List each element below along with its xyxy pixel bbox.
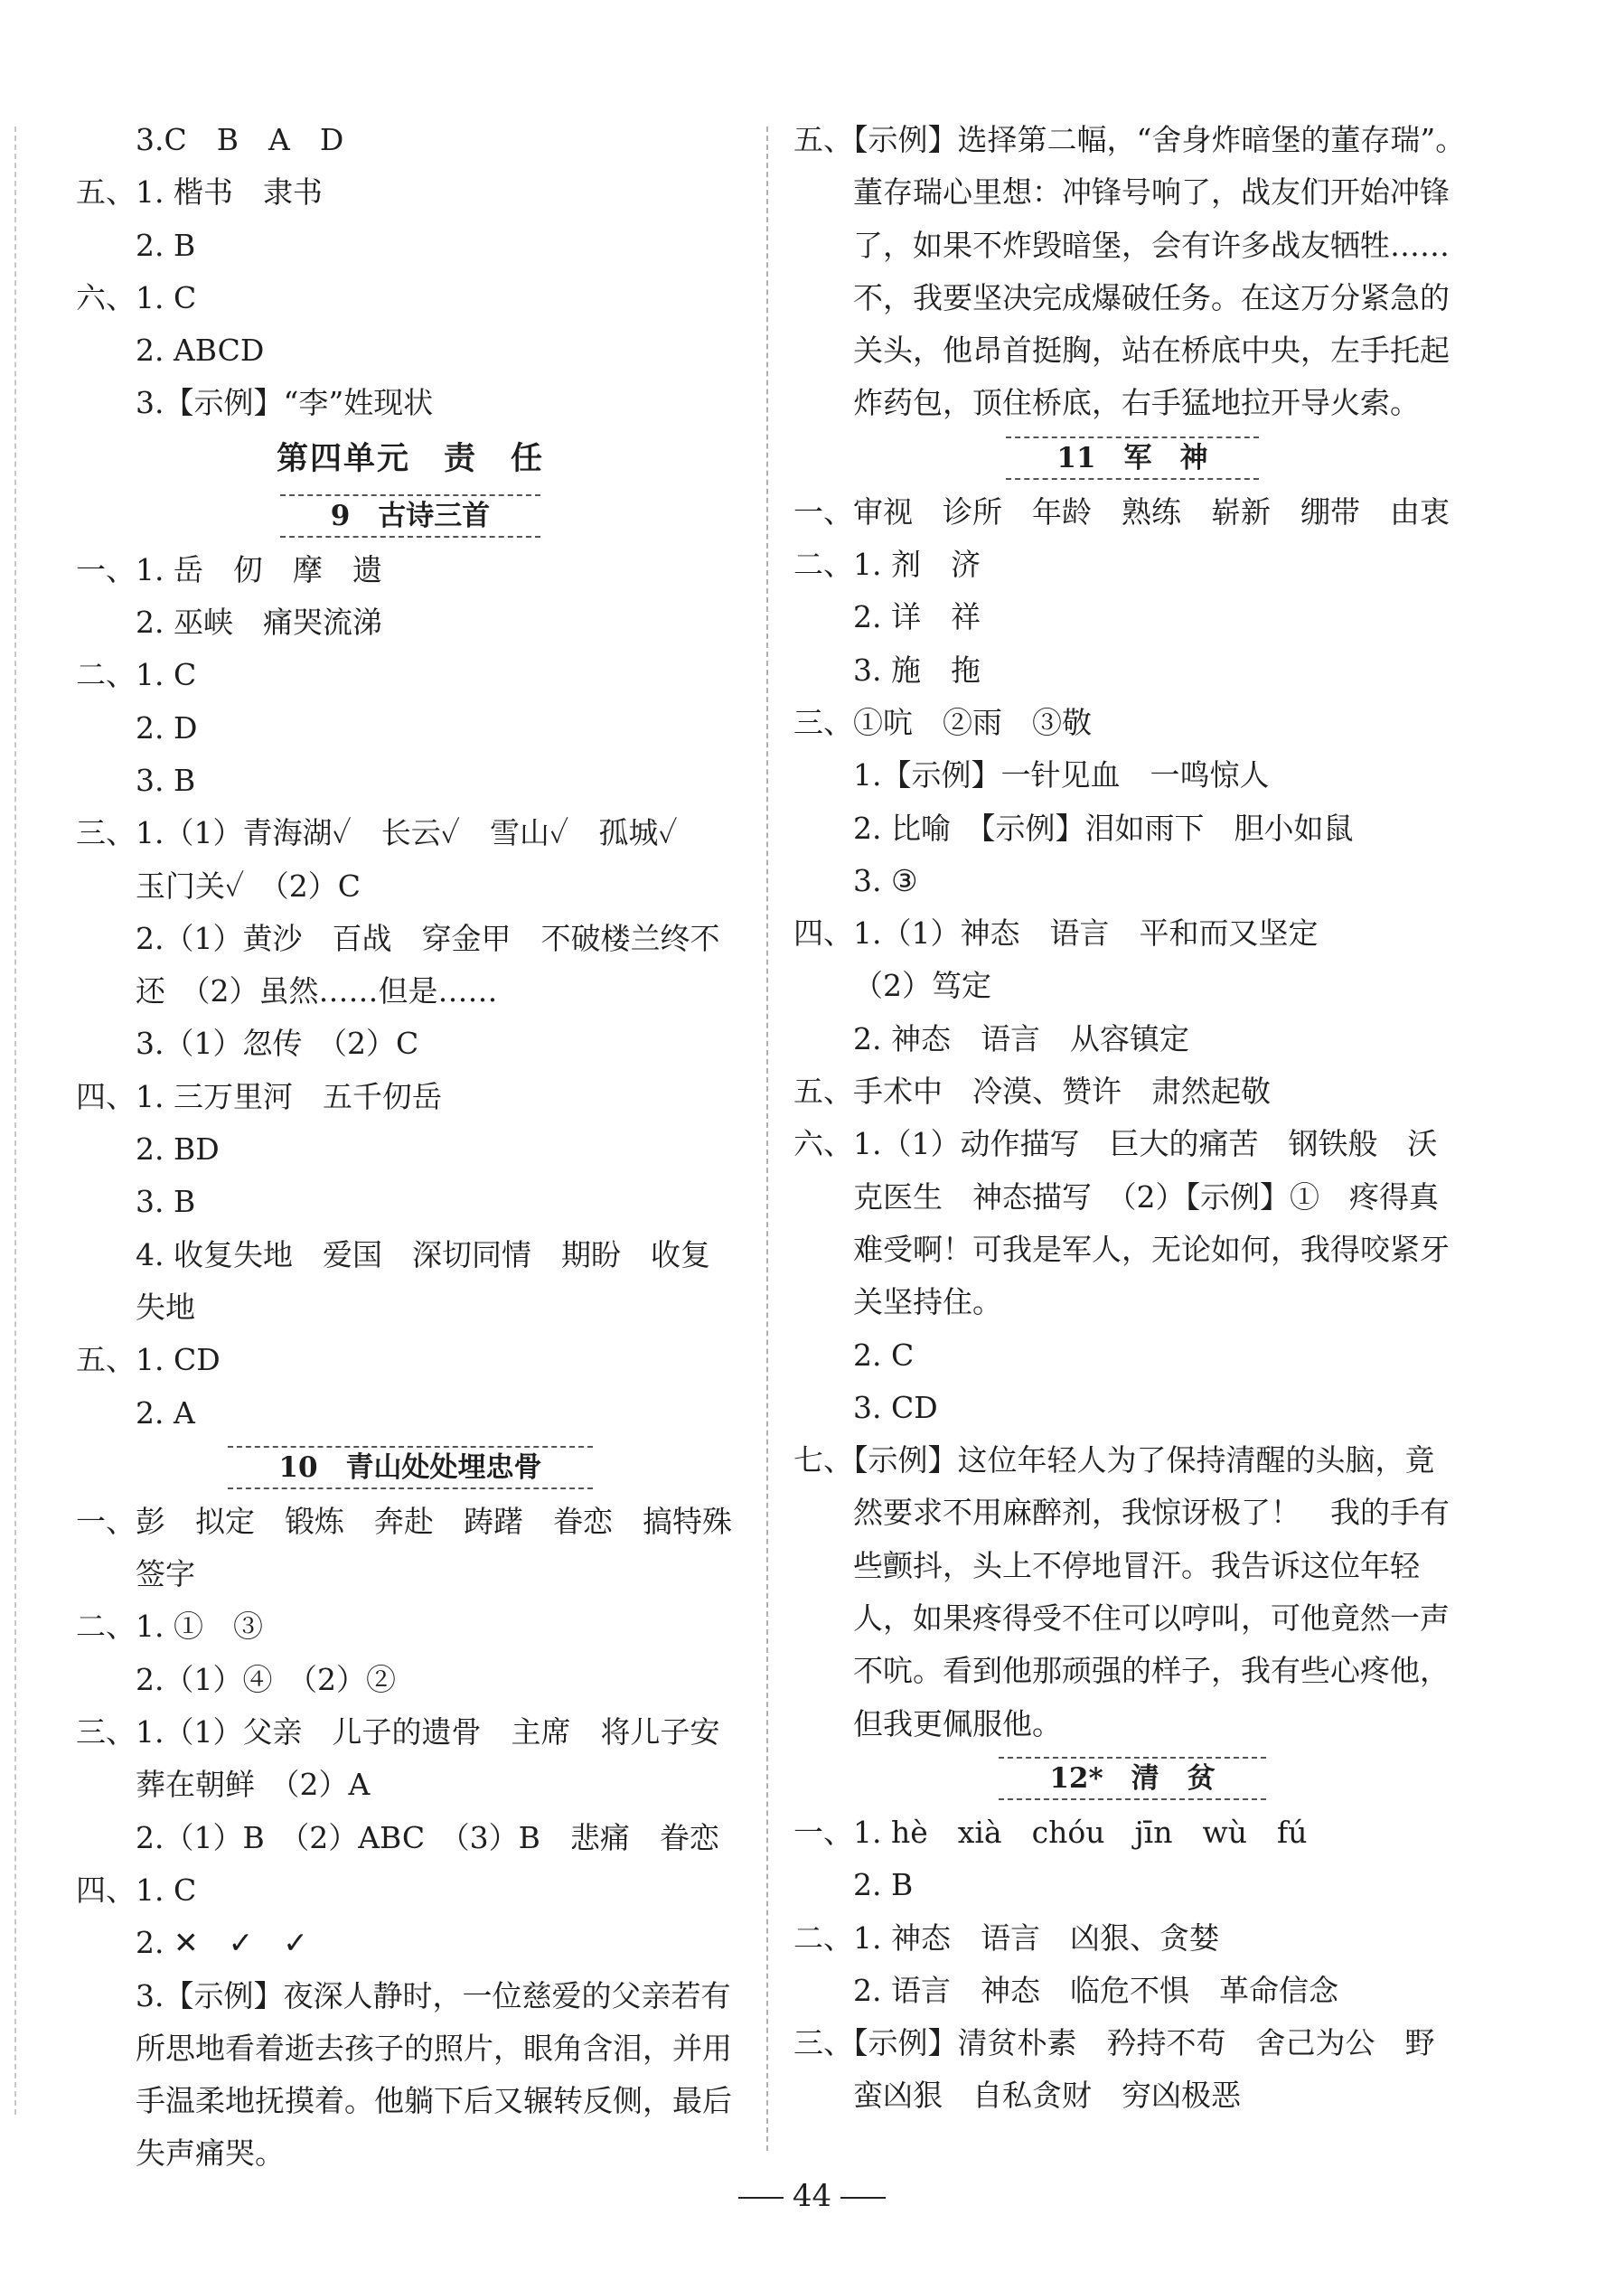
column-divider	[766, 127, 768, 2151]
answer-line: 五、手术中 冷漠、赞许 肃然起敬	[793, 1074, 1271, 1110]
answer-line: 2.（1）④ （2）②	[136, 1661, 396, 1697]
answer-line: 但我更佩服他。	[853, 1705, 1062, 1741]
answer-line: 2. 巫峡 痛哭流涕	[136, 605, 382, 641]
answer-line: 手温柔地抚摸着。他躺下后又辗转反侧，最后	[136, 2083, 732, 2119]
answer-line: 些颤抖，头上不停地冒汗。我告诉这位年轻	[853, 1547, 1420, 1583]
answer-line: 人，如果疼得受不住可以哼叫，可他竟然一声	[853, 1600, 1450, 1637]
right-column	[793, 114, 1471, 2123]
answer-line: 失地	[136, 1289, 195, 1325]
answer-line: 2. ABCD	[136, 333, 265, 369]
lesson-heading-10	[76, 1440, 745, 1496]
answer-line: 葬在朝鲜 （2）A	[136, 1767, 371, 1803]
answer-line: 难受啊！可我是军人，无论如何，我得咬紧牙	[853, 1231, 1450, 1267]
lesson-heading-11	[793, 430, 1471, 486]
page-number-text: 44	[792, 2178, 832, 2214]
answer-line: 二、1. ① ③	[76, 1609, 263, 1645]
unit-title: 第四单元 责 任	[276, 439, 544, 477]
answer-line: 2.（1）黄沙 百战 穿金甲 不破楼兰终不	[136, 920, 720, 956]
answer-line: 三、1.（1）青海湖✓ 长云✓ 雪山✓ 孤城✓	[76, 815, 678, 851]
answer-line: 2. B	[136, 227, 196, 263]
answer-line: 3. CD	[853, 1389, 938, 1425]
answer-line: 还 （2）虽然……但是……	[136, 973, 498, 1009]
lesson-heading-text: 9 古诗三首	[280, 494, 541, 538]
answer-line: 2. 语言 神态 临危不惧 革命信念	[853, 1972, 1338, 2008]
answer-line: 关头，他昂首挺胸，站在桥底中央，左手托起	[853, 333, 1450, 369]
answer-line: 2.（1）B （2）ABC （3）B 悲痛 眷恋	[136, 1819, 719, 1855]
answer-line: 董存瑞心里想：冲锋号响了，战友们开始冲锋	[853, 174, 1450, 211]
answer-line: 七、【示例】这位年轻人为了保持清醒的头脑，竟	[793, 1442, 1435, 1478]
answer-line: 一、彭 拟定 锻炼 奔赴 踌躇 眷恋 搞特殊	[76, 1503, 732, 1539]
answer-line: 一、审视 诊所 年龄 熟练 崭新 绷带 由衷	[793, 493, 1450, 530]
answer-line: 三、1.（1）父亲 儿子的遗骨 主席 将儿子安	[76, 1714, 720, 1750]
answer-line: 3.C B A D	[136, 122, 344, 157]
answer-line: 3. B	[136, 762, 196, 798]
answer-line: 3. 施 拖	[853, 652, 981, 688]
answer-line: 所思地看着逝去孩子的照片，眼角含泪，并用	[136, 2030, 732, 2066]
answer-line: 3.（1）忽传 （2）C	[136, 1026, 419, 1062]
answer-line: 六、1.（1）动作描写 巨大的痛苦 钢铁般 沃	[793, 1126, 1438, 1162]
answer-line: 3. B	[136, 1184, 196, 1220]
answer-line: 2. D	[136, 709, 198, 746]
answer-line: 六、1. C	[76, 279, 197, 315]
lesson-heading-text: 12* 清 贫	[999, 1757, 1265, 1800]
answer-line: 四、1.（1）神态 语言 平和而又坚定	[793, 915, 1319, 952]
answer-line: 不，我要坚决完成爆破任务。在这万分紧急的	[853, 279, 1450, 315]
answer-line: 3.【示例】“李”姓现状	[136, 385, 434, 421]
answer-line: 2. 比喻 【示例】泪如雨下 胆小如鼠	[853, 810, 1354, 846]
answer-line: 3.【示例】夜深人静时，一位慈爱的父亲若有	[136, 1977, 731, 2013]
answer-line: 3. ③	[853, 862, 918, 898]
answer-line: 五、【示例】选择第二幅，“舍身炸暗堡的董存瑞”。	[793, 122, 1466, 157]
answer-line: 四、1. 三万里河 五千仞岳	[76, 1078, 442, 1114]
page-number-dash	[738, 2197, 784, 2199]
answer-line: 关坚持住。	[853, 1284, 1002, 1320]
answer-line: 2. 详 祥	[853, 599, 981, 635]
answer-line: 不吭。看到他那顽强的样子，我有些心疼他，	[853, 1653, 1450, 1689]
answer-line: 然要求不用麻醉剂，我惊讶极了！ 我的手有	[853, 1495, 1450, 1531]
left-margin-dashed-line	[14, 127, 16, 2115]
lesson-heading-12	[793, 1750, 1471, 1806]
answer-line: 三、①吭 ②雨 ③敬	[793, 704, 1092, 740]
answer-line: （2）笃定	[853, 968, 991, 1004]
answer-line: 克医生 神态描写 （2）【示例】① 疼得真	[853, 1178, 1439, 1215]
page-number	[0, 2178, 1624, 2214]
answer-line: 二、1. 剂 济	[793, 547, 981, 583]
answer-line: 玉门关✓ （2）C	[136, 868, 361, 904]
answer-line: 二、1. 神态 语言 凶狠、贪婪	[793, 1919, 1219, 1956]
lesson-heading-text: 10 青山处处埋忠骨	[228, 1446, 592, 1489]
answer-line: 签字	[136, 1556, 195, 1592]
answer-line: 五、1. 楷书 隶书	[76, 174, 323, 211]
answer-line: 2. B	[853, 1867, 914, 1903]
answer-line: 蛮凶狠 自私贪财 穷凶极恶	[853, 2078, 1241, 2114]
left-column	[76, 114, 745, 2181]
answer-line: 一、1. 岳 仞 摩 遗	[76, 551, 382, 587]
answer-line: 2. C	[853, 1337, 915, 1373]
answer-line: 三、【示例】清贫朴素 矜持不苟 舍己为公 野	[793, 2025, 1435, 2061]
answer-line: 一、1. hè xià chóu jīn wù fú	[793, 1814, 1308, 1850]
answer-line: 2. BD	[136, 1131, 220, 1168]
answer-line: 炸药包，顶住桥底，右手猛地拉开导火索。	[853, 385, 1420, 421]
answer-line: 四、1. C	[76, 1872, 197, 1908]
answer-line: 五、1. CD	[76, 1342, 221, 1378]
answer-line: 失声痛哭。	[136, 2135, 285, 2172]
answer-line: 2. 神态 语言 从容镇定	[853, 1020, 1189, 1056]
answer-line: 二、1. C	[76, 657, 197, 693]
answer-line: 2. ✕ ✓ ✓	[136, 1925, 308, 1961]
answer-line: 了，如果不炸毁暗堡，会有许多战友牺牲……	[853, 227, 1450, 263]
lesson-heading-9	[76, 488, 745, 544]
page-number-dash	[840, 2197, 886, 2199]
answer-line: 2. A	[136, 1394, 195, 1431]
lesson-heading-text: 11 军 神	[1006, 436, 1258, 480]
answer-line: 1.【示例】一针见血 一鸣惊人	[853, 757, 1270, 793]
answer-line: 4. 收复失地 爱国 深切同情 期盼 收复	[136, 1236, 710, 1272]
